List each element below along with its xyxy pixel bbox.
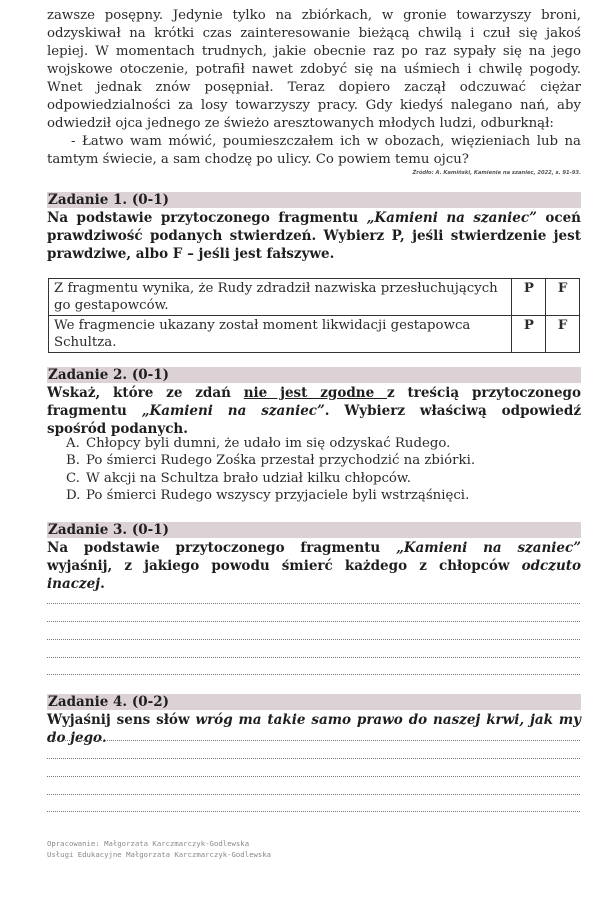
statement-1: Z fragmentu wynika, że Rudy zdradził nazwiska przesłuchujących go gestapowców. [49,279,512,316]
task3-italic-phrase: odczuto inaczej [47,558,581,592]
task3-book-title: „Kamieni na szaniec” [396,540,581,556]
table-row [49,316,580,353]
answer-line[interactable] [47,776,580,777]
answer-f-2[interactable]: F [546,316,580,353]
task3-header: Zadanie 3. (0-1) [47,522,581,538]
answer-line[interactable] [47,639,580,640]
answer-line[interactable] [47,621,580,622]
option-a[interactable]: A. Chłopcy byli dumni, że udało im się odzyskać Rudego. [66,436,451,451]
answer-line[interactable] [47,603,580,604]
footer-credits [47,838,271,860]
answer-line[interactable] [47,674,580,675]
reading-passage [47,7,581,177]
task1-book-title: „Kamieni na szaniec” [366,210,537,226]
task4-instruction: Wyjaśnij sens słów wróg ma takie samo prawo do naszej krwi, jak my do jego. [47,712,581,746]
table-row [49,279,580,316]
option-d[interactable]: D. Po śmierci Rudego wszyscy przyjaciele byli wstrząśnięci. [66,488,470,504]
true-false-table [48,278,580,353]
option-c[interactable]: C. W akcji na Schultza brało udział kilku chłopców. [66,470,411,486]
footer-author: Opracowanie: Małgorzata Karczmarczyk-Godlewska [47,839,250,848]
answer-p-2[interactable]: P [512,316,546,353]
task1-header: Zadanie 1. (0-1) [47,192,581,208]
task4-quote: wróg ma takie samo prawo do naszej krwi, jak my do jego. [47,712,581,746]
task4-header: Zadanie 4. (0-2) [47,694,581,710]
statement-2: We fragmencie ukazany został moment likwidacji gestapowca Schultza. [49,316,512,353]
answer-line[interactable] [47,794,580,795]
task2-underlined-phrase: nie jest zgodne [243,385,387,401]
footer-company: Usługi Edukacyjne Małgorzata Karczmarczyk-Godlewska [47,850,272,859]
answer-options [66,435,580,505]
answer-line[interactable] [47,740,580,741]
answer-line[interactable] [47,758,580,759]
task3-instruction: Na podstawie przytoczonego fragmentu „Kamieni na szaniec” wyjaśnij, z jakiego powodu śmierć każdego z chłopców odczuto inaczej. [47,540,581,592]
answer-line[interactable] [47,811,580,812]
answer-f-1[interactable]: F [546,279,580,316]
task2-header: Zadanie 2. (0-1) [47,367,581,383]
passage-paragraph: zawsze posępny. Jedynie tylko na zbiórkach, w gronie towarzyszy broni, odzyskiwał na krótki czas zainteresowanie bieżącą chwilą i czuł się jakoś lepiej. W momentach trudnych, jakie obecnie raz po raz sypały się na jego wojskowe otoczenie, potrafił nawet zdobyć się na uśmiech i chwilę pogody. Wnet jednak znów posępniał. Teraz dopiero zaczął odczuwać ciężar odpowiedzialności za losy towarzyszy pracy. Gdy kiedyś nalegano nań, aby odwiedził ojca jednego ze świeżo aresztowanych młodych ludzi, odburknął: [47,8,581,131]
task1-instruction: Na podstawie przytoczonego fragmentu „Kamieni na szaniec” oceń prawdziwość podanych stwierdzeń. Wybierz P, jeśli stwierdzenie jest prawdziwe, albo F – jeśli jest fałszywe. [47,210,581,262]
passage-source: Źródło: A. Kamiński, Kamienie na szaniec, 2022, s. 91-93. [412,170,581,176]
answer-p-1[interactable]: P [512,279,546,316]
task2-book-title: „Kamieni na szaniec” [141,403,325,419]
option-b[interactable]: B. Po śmierci Rudego Zośka przestał przychodzić na zbiórki. [66,453,476,469]
task2-instruction: Wskaż, które ze zdań nie jest zgodne z treścią przytoczonego fragmentu „Kamieni na szaniec”. Wybierz właściwą odpowiedź spośród podanych. [47,385,582,437]
passage-dialogue: - Łatwo wam mówić, poumieszczałem ich w obozach, więzieniach lub na tamtym świecie, a sam chodzę po ulicy. Co powiem temu ojcu? [47,134,581,167]
answer-line[interactable] [47,657,580,658]
